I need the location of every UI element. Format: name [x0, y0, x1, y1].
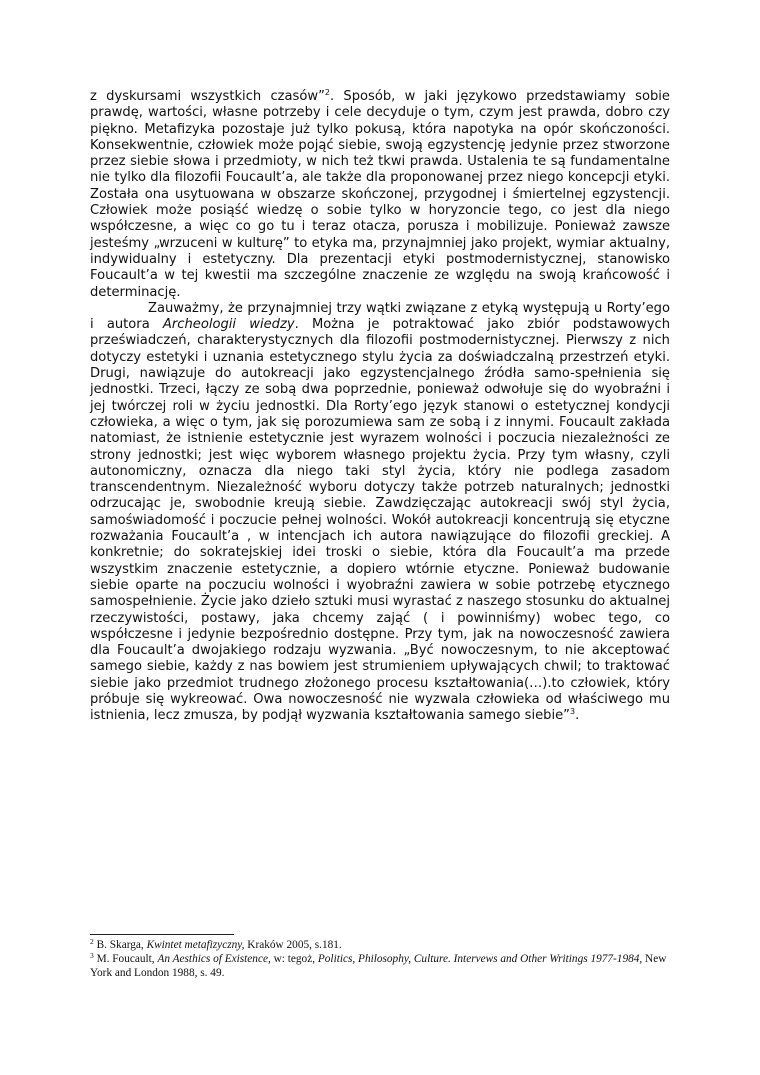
paragraph-1	[90, 89, 670, 301]
footnote-text: Kraków 2005, s.181.	[244, 939, 342, 951]
book-title: Archeologii wiedzy	[162, 317, 295, 333]
footnote-text: New York and London 1988, s. 49.	[90, 952, 667, 979]
footnote-ref-3[interactable]: 3	[569, 707, 576, 717]
paragraph-2-text-b: . Można je potraktować jako zbiór podstawowych przeświadczeń, charakterystycznych dla filozofii postmodernistycznej. Pierwszy z nich dotyczy estetyki i uznania estetycznego stylu życia za doświadczalną przestrzeń etyki. Drugi, nawiązuje do autokreacji jako egzystencjalnego źródła samo-spełnienia się jednostki. Trzeci, łączy ze sobą dwa poprzednie, ponieważ odwołuje się do wyobraźni i jej twórczej roli w życiu jednostki. Dla Rorty’ego język stanowi o estetycznej kondycji człowieka, a więc o tym, jak się porozumiewa sam ze sobą i z innymi. Foucault zakłada natomiast, że istnienie estetycznie jest wyrazem wolności i poczucia niezależności ze strony jednostki; jest więc wyborem własnego projektu życia. Przy tym własny, czyli autonomiczny, oznacza dla niego taki styl życia, który nie podlega zasadom transcendentnym. Niezależność wyboru dotyczy także potrzeb naturalnych; jednostki odrzucając je, swobodnie kreują siebie. Zawdzięczając autokreacji swój styl życia, samoświadomość i poczucie pełnej wolności. Wokół autokreacji koncentrują się etyczne rozważania Foucault’a , w intencjach ich autora nawiązujące do filozofii greckiej. A konkretnie; do sokratejskiej idei troski o siebie, która dla Foucault’a ma przede wszystkim znaczenie estetycznie, a dopiero wtórnie etyczne. Ponieważ budowanie siebie oparte na poczuciu wolności i wyobraźni zawiera w sobie potrzebę etycznego samospełnienie. Życie jako dzieło sztuki musi wyrastać z naszego stosunku do aktualnej rzeczywistości, postawy, jaka chcemy zająć ( i powinniśmy) wobec tego, co współczesne i jedynie bezpośrednio dostępne. Przy tym, jak na nowoczesność zawiera dla Foucault’a dwojakiego rodzaju wyzwania. „Być nowoczesnym, to nie akceptować samego siebie, każdy z nas bowiem jest strumieniem upływających chwil; to traktować siebie jako przedmiot trudnego złożonego procesu kształtowania(…).to człowiek, który próbuje się wykreować. Owa nowoczesność nie wyzwala człowieka od właściwego mu istnienia, lecz zmusza, by podjął wyzwania kształtowania samego siebie”	[90, 317, 670, 724]
footnote-text: B. Skarga,	[93, 939, 147, 951]
paragraph-1-text-b: . Sposób, w jaki językowo przedstawiamy sobie prawdę, wartości, własne potrzeby i cele decyduje o tym, czym jest prawda, dobro czy piękno. Metafizyka pozostaje już tylko pokusą, która napotyka na opór skończoności. Konsekwentnie, człowiek może pojąć siebie, swoją egzystencję jedynie przez stworzone przez siebie słowa i przedmioty, w nich też tkwi prawda. Ustalenia te są fundamentalne nie tylko dla filozofii Foucault’a, ale także dla proponowanej przez niego koncepcji etyki. Została ona usytuowana w obszarze skończonej, przygodnej i śmiertelnej egzystencji. Człowiek może posiąść wiedzę o sobie tylko w horyzoncie tego, co jest dla niego współczesne, a więc co go tu i teraz otacza, porusza i mobilizuje. Ponieważ zawsze jesteśmy „wrzuceni w kulturę” to etyka ma, przynajmniej jako projekt, wymiar aktualny, indywidualny i estetyczny. Dla prezentacji etyki postmodernistycznej, stanowisko Foucault’a w tej kwestii ma szczególne znaczenie ze względu na swoją krańcowość i determinację.	[90, 89, 670, 300]
paragraph-1-text-a: z dyskursami wszystkich czasów”	[90, 89, 325, 104]
footnote-number: 2	[90, 937, 94, 946]
footnote-separator	[90, 934, 234, 935]
footnote-title: An Aesthics of Existence,	[157, 952, 271, 965]
footnotes	[90, 934, 670, 980]
footnote-ref-2[interactable]: 2	[324, 88, 330, 97]
footnote-text: M. Foucault,	[93, 952, 158, 965]
footnote-text: w: tegoż,	[270, 952, 318, 965]
paragraph-2-text-a: Zauważmy, że przynajmniej trzy wątki związane z etyką występują u Rorty’ego i autora	[90, 300, 670, 333]
footnote-3	[90, 950, 670, 981]
paragraph-2	[90, 301, 670, 725]
paragraph-2-text-c: .	[575, 708, 580, 724]
footnote-title: Politics, Philosophy, Culture. Intervews and Other Writings 1977-1984,	[317, 952, 643, 965]
footnote-2	[90, 939, 670, 953]
footnote-number: 3	[90, 950, 94, 960]
footnote-title: Kwintet metafizyczny,	[146, 939, 245, 951]
main-text	[90, 89, 670, 725]
